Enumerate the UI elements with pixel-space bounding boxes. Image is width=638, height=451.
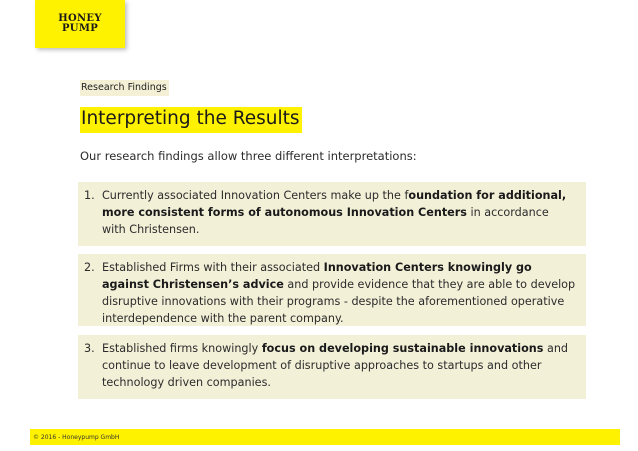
intro-text: Our research findings allow three different interpretations:	[80, 149, 417, 163]
finding-item-1	[78, 182, 586, 246]
finding-item-3	[78, 335, 586, 399]
footer-bar	[30, 429, 620, 445]
finding-text-emphasis: focus on developing sustainable innovations	[261, 342, 544, 355]
logo-line-1: HONEY	[58, 13, 102, 24]
finding-text-post: and provide evidence that they are able to develop disruptive innovations with their programs - despite the aforementioned operative interdependence with the parent company.	[102, 278, 576, 325]
finding-text-pre: Currently associated Innovation Centers make up the f	[102, 189, 409, 202]
logo-wordmark	[58, 14, 102, 34]
logo-line-2: PUMP	[61, 23, 99, 34]
page-title: Interpreting the Results	[80, 107, 302, 133]
logo-badge	[35, 0, 125, 48]
finding-number: 1.	[84, 189, 95, 202]
finding-text-post: in accordance with Christensen.	[102, 206, 549, 236]
finding-text-post: and continue to leave development of disruptive approaches to startups and other technology driven companies.	[102, 342, 569, 389]
finding-number: 2.	[84, 261, 95, 274]
finding-text-emphasis: oundation for additional, more consistent forms of autonomous Innovation Centers	[102, 189, 567, 219]
finding-text-emphasis: Innovation Centers knowingly go against Christensen’s advice	[102, 261, 532, 291]
finding-text	[102, 187, 576, 240]
finding-text	[102, 340, 576, 393]
section-kicker: Research Findings	[80, 80, 169, 96]
finding-text-pre: Established firms knowingly	[102, 342, 262, 355]
finding-text-pre: Established Firms with their associated	[102, 261, 324, 274]
finding-number: 3.	[84, 342, 95, 355]
footer-copyright: © 2016 - Honeypump GmbH	[33, 434, 120, 441]
finding-item-2	[78, 254, 586, 326]
finding-text	[102, 259, 576, 325]
